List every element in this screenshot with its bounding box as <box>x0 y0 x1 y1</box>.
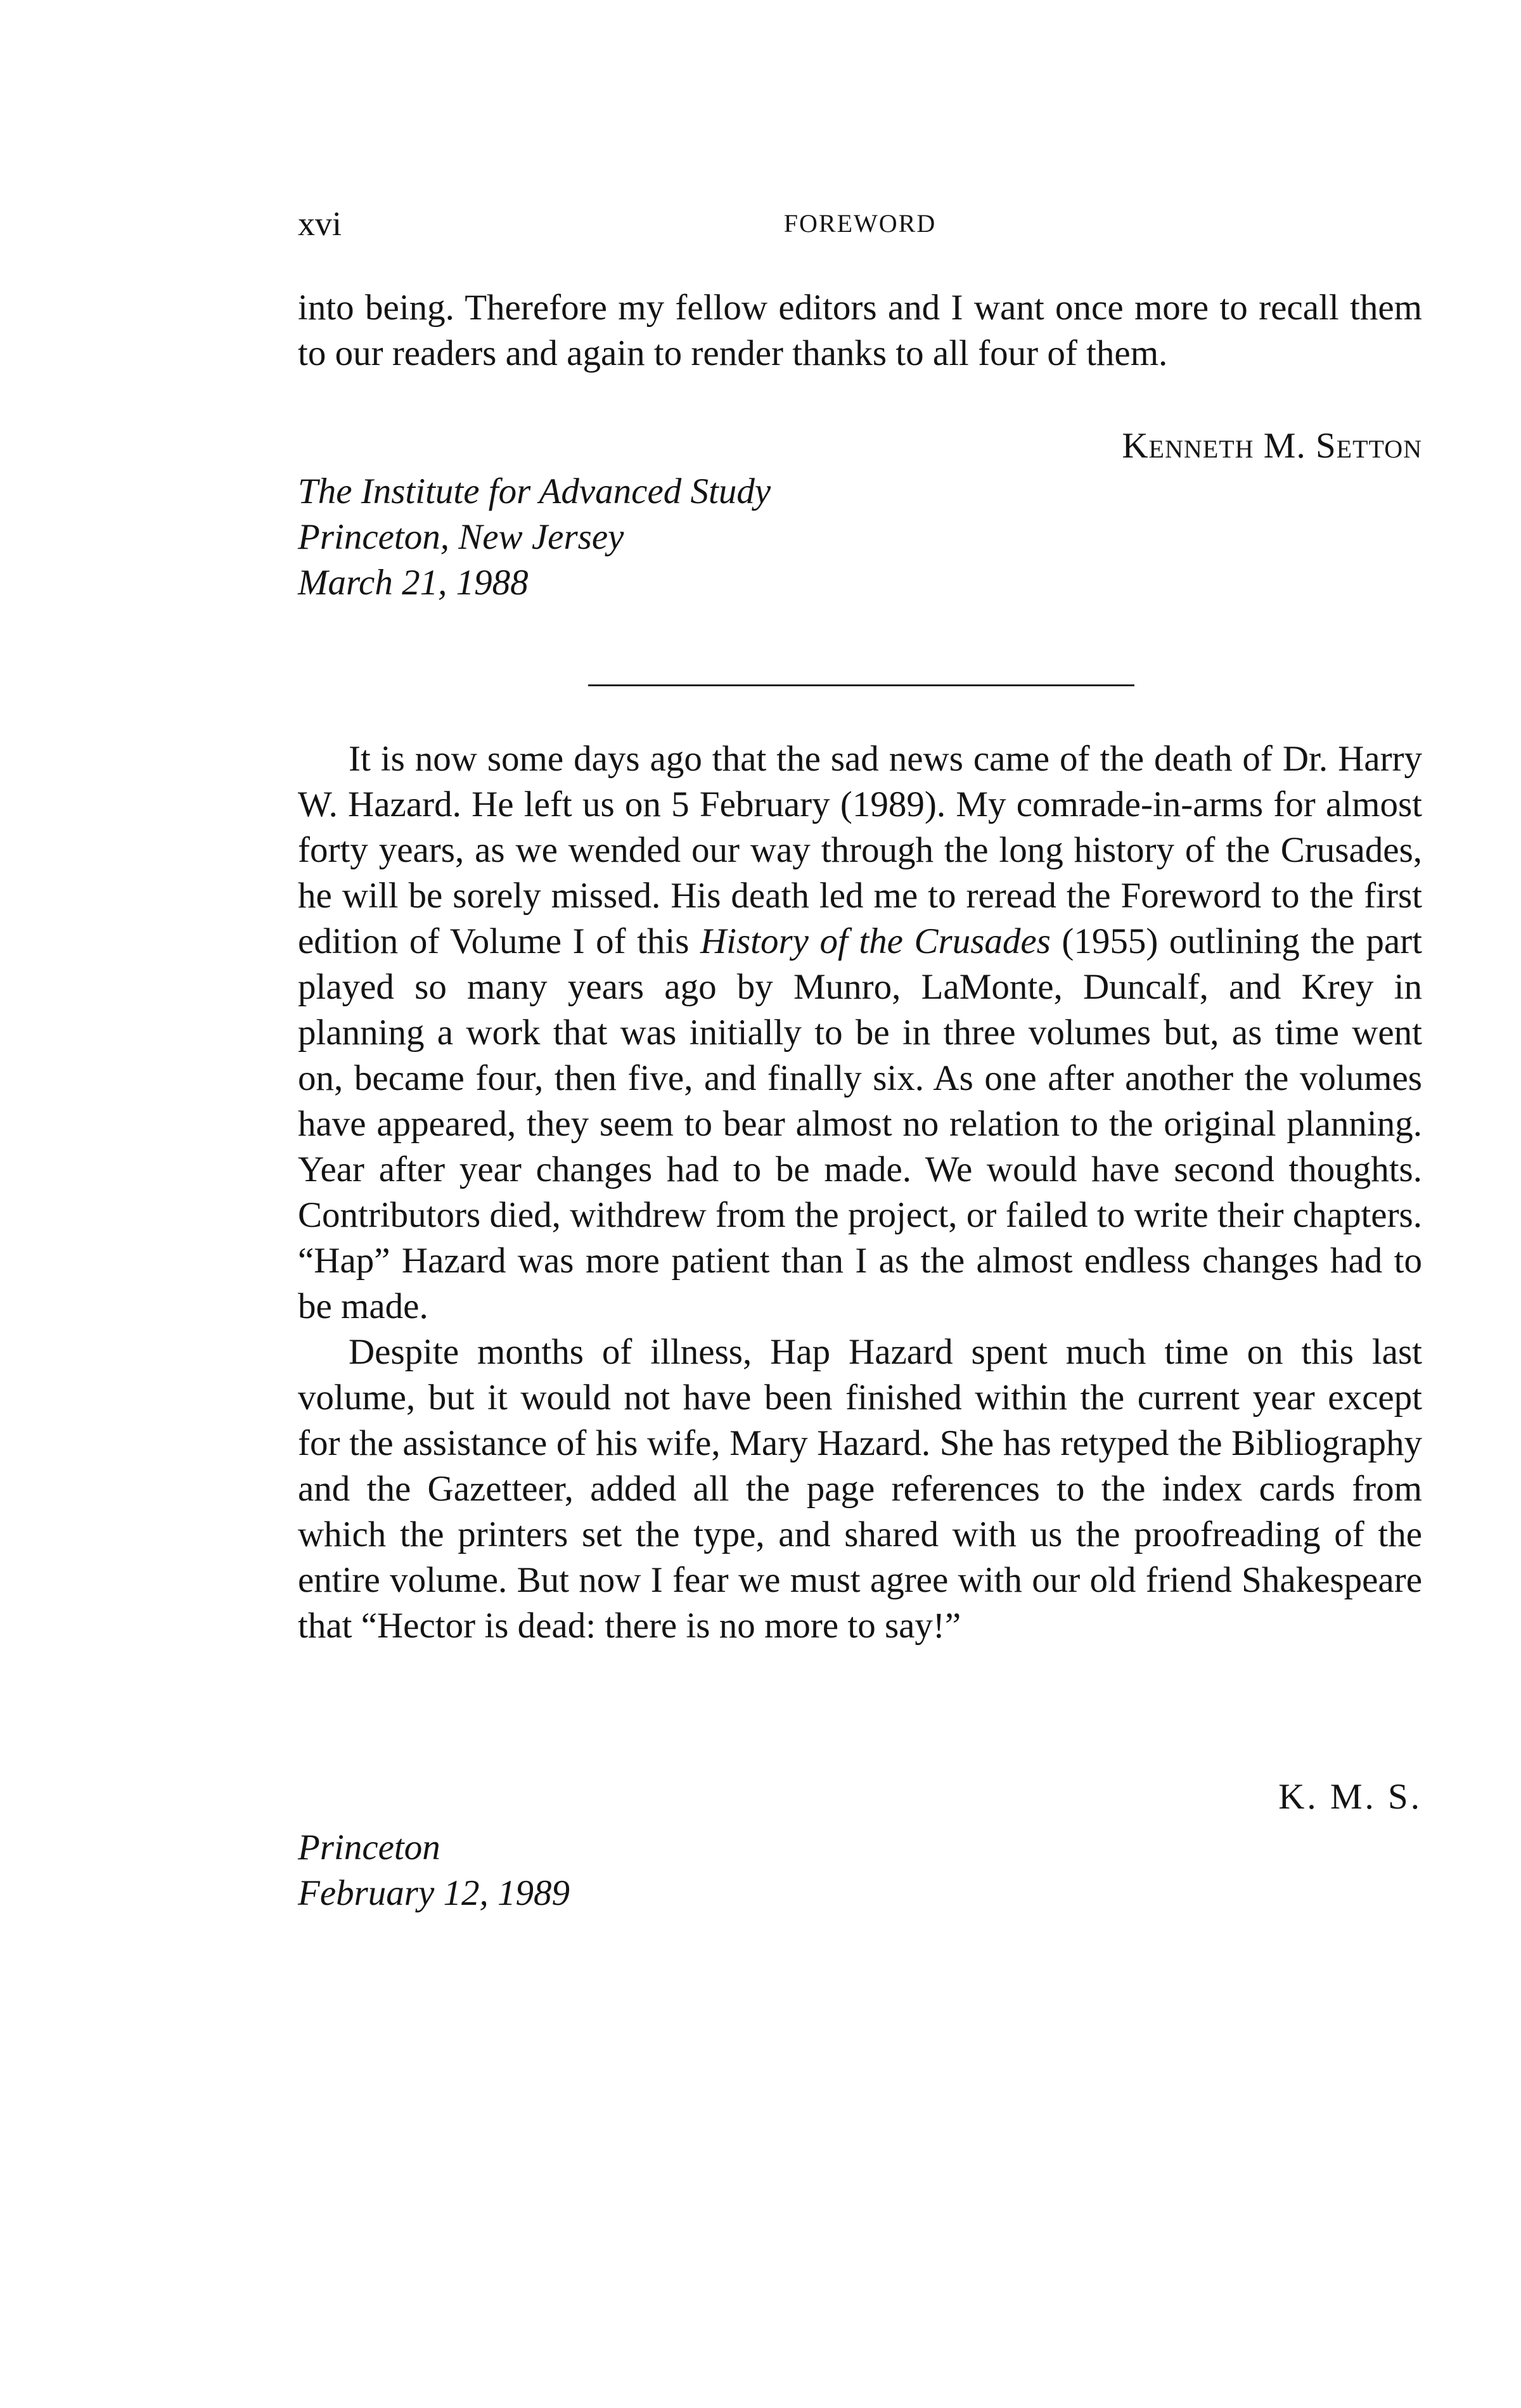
location-line: Princeton, New Jersey <box>298 517 624 557</box>
section-divider <box>588 684 1134 686</box>
memorial-paragraph-1-part-a: It is now some days ago that the sad news came of the death of Dr. Harry W. Hazard. He left us on 5 February (1989). My comrade-in-arms for almost forty years, as we wended our way through the long history of the Crusades, he will be sorely missed. His death led me to reread the Foreword to the first edition of Volume I of this <box>298 739 1422 961</box>
first-place-date <box>298 469 771 606</box>
memorial-paragraph-1-part-b: (1955) outlining the part played so many years ago by Munro, LaMonte, Duncalf, and Krey in planning a work that was initially to be in three volumes but, as time went on, became four, then five, and finally six. As one after another the volumes have appeared, they seem to bear almost no relation to the original planning. Year after year changes had to be made. We would have second thoughts. Contributors died, withdrew from the project, or failed to write their chapters. “Hap” Hazard was more patient than I as the almost endless changes had to be made. <box>298 921 1422 1326</box>
date-line-2: February 12, 1989 <box>298 1873 570 1913</box>
continuation-paragraph <box>298 285 1422 376</box>
date-line: March 21, 1988 <box>298 563 529 603</box>
author-signature: Kenneth M. Setton <box>1122 426 1422 466</box>
page-number: xvi <box>298 205 342 243</box>
memorial-paragraph-2: Despite months of illness, Hap Hazard spent much time on this last volume, but it would not have been finished within the current year except for the assistance of his wife, Mary Hazard. She has retyped the Bibliography and the Gazetteer, added all the page references to the index cards from which the printers set the type, and shared with us the proofreading of the entire volume. But now I fear we must agree with our old friend Shakespeare that “Hector is dead: there is no more to say!” <box>298 1332 1422 1646</box>
place-line: Princeton <box>298 1828 440 1867</box>
memorial-section <box>298 736 1422 1649</box>
running-head <box>298 202 1422 246</box>
author-initials: K. M. S. <box>1278 1777 1422 1817</box>
institution-line: The Institute for Advanced Study <box>298 471 771 511</box>
continuation-text: into being. Therefore my fellow editors and I want once more to recall them to our readers and again to render thanks to all four of them. <box>298 288 1422 373</box>
book-title-italic: History of the Crusades <box>700 921 1051 961</box>
memorial-paragraph-1 <box>298 736 1422 1329</box>
second-place-date <box>298 1825 570 1916</box>
running-title: FOREWORD <box>783 209 937 238</box>
